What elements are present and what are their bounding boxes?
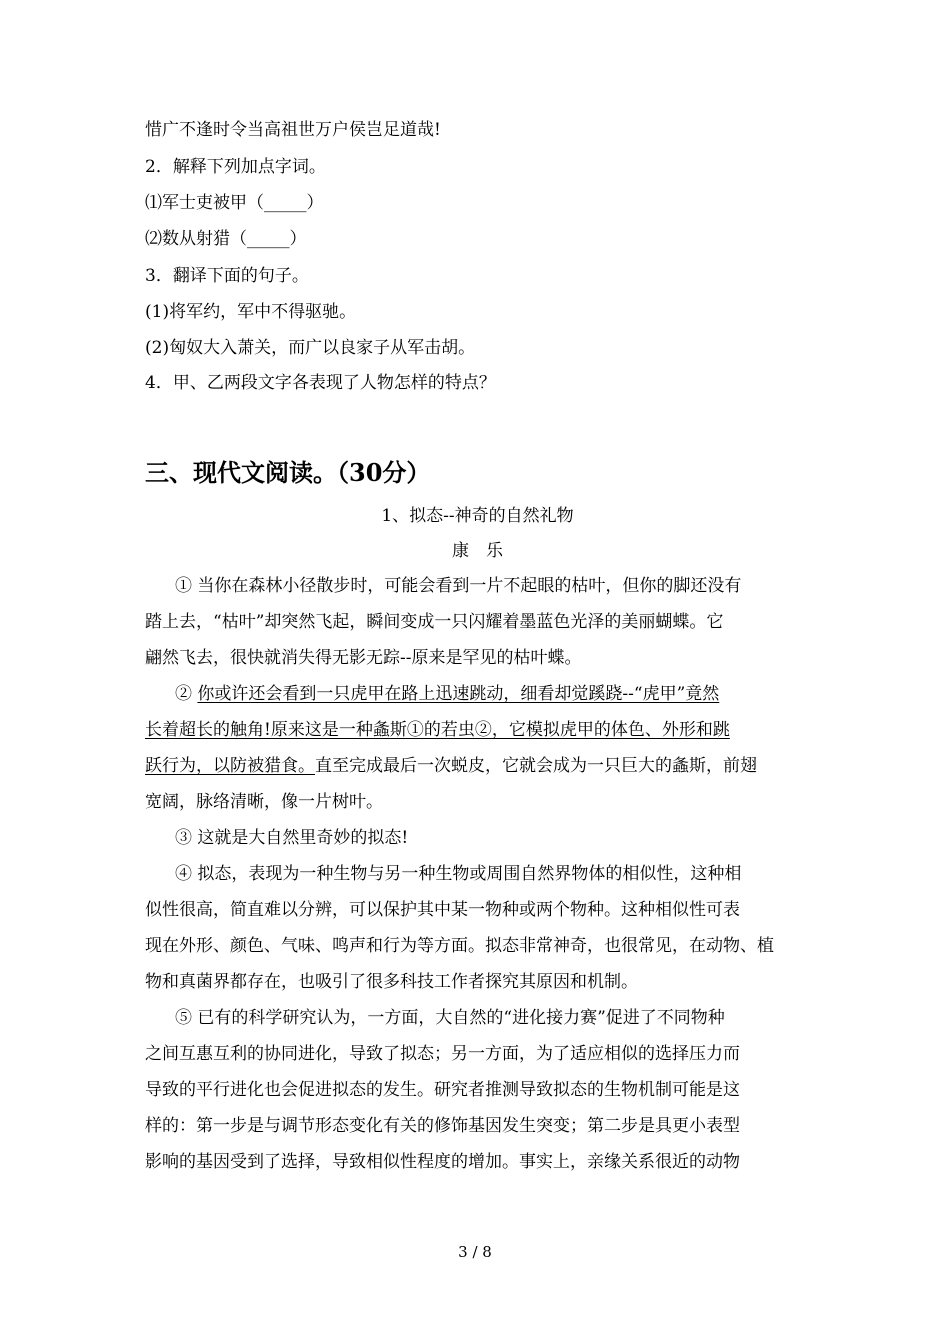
para2-line1: ② 你或许还会看到一只虎甲在路上迅速跳动，细看却觉蹊跷--“虎甲”竟然 (175, 684, 720, 704)
text-line: 惜广不逢时令当高祖世万户侯岂足道哉! (145, 120, 441, 140)
para4-line1: ④ 拟态，表现为一种生物与另一种生物或周围自然界物体的相似性，这种相 (175, 864, 742, 884)
para5-line2: 之间互惠互利的协同进化，导致了拟态；另一方面，为了适应相似的选择压力而 (145, 1044, 740, 1064)
question-3-1: (1)将军约，军中不得驱驰。 (145, 302, 357, 322)
para2-line3: 跃行为，以防被猎食。直至完成最后一次蜕皮，它就会成为一只巨大的螽斯，前翅 (145, 756, 757, 776)
page-number: 3 / 8 (458, 1243, 492, 1261)
question-3: 3．翻译下面的句子。 (145, 266, 309, 286)
para3-line1: ③ 这就是大自然里奇妙的拟态! (175, 828, 409, 848)
article-title: 1、拟态--神奇的自然礼物 (381, 506, 574, 526)
underlined-text: 你或许还会看到一只虎甲在路上迅速跳动，细看却觉蹊跷--“虎甲”竟然 (197, 684, 720, 704)
para4-line3: 现在外形、颜色、气味、鸣声和行为等方面。拟态非常神奇，也很常见，在动物、植 (145, 936, 774, 956)
para2-line2 (145, 720, 810, 740)
question-3-2: (2)匈奴大入萧关，而广以良家子从军击胡。 (145, 338, 476, 358)
para1-line2: 踏上去，“枯叶”却突然飞起，瞬间变成一只闪耀着墨蓝色光泽的美丽蝴蝶。它 (145, 612, 724, 632)
para2-line4: 宽阔，脉络清晰，像一片树叶。 (145, 792, 383, 812)
para5-line1: ⑤ 已有的科学研究认为，一方面，大自然的“进化接力赛”促进了不同物种 (175, 1008, 725, 1028)
para5-line5: 影响的基因受到了选择，导致相似性程度的增加。事实上，亲缘关系很近的动物 (145, 1152, 740, 1172)
question-2: 2．解释下列加点字词。 (145, 157, 326, 177)
section-heading: 三、现代文阅读。（30分） (145, 458, 431, 487)
article-author: 康 乐 (452, 541, 503, 561)
para1-line3: 翩然飞去，很快就消失得无影无踪--原来是罕见的枯叶蝶。 (145, 648, 582, 668)
emphasis-dot-char: 数 (162, 229, 179, 249)
underlined-text: 跃行为，以防被猎食。 (145, 756, 315, 776)
emphasis-dot-char: 被 (213, 193, 230, 213)
question-2-1: ⑴军士吏被甲（_____） (145, 193, 324, 213)
para4-line4: 物和真菌界都存在，也吸引了很多科技工作者探究其原因和机制。 (145, 972, 638, 992)
para5-line3: 导致的平行进化也会促进拟态的发生。研究者推测导致拟态的生物机制可能是这 (145, 1080, 740, 1100)
question-2-2: ⑵数从射猎（_____） (145, 229, 307, 249)
para1-line1: ① 当你在森林小径散步时，可能会看到一片不起眼的枯叶，但你的脚还没有 (175, 576, 742, 596)
question-4: 4．甲、乙两段文字各表现了人物怎样的特点？ (145, 373, 496, 393)
underlined-text: 长着超长的触角!原来这是一种螽斯①的若虫②，它模拟虎甲的体色、外形和跳 (145, 720, 730, 740)
para4-line2: 似性很高，简直难以分辨，可以保护其中某一物种或两个物种。这种相似性可表 (145, 900, 740, 920)
para5-line4: 样的：第一步是与调节形态变化有关的修饰基因发生突变；第二步是具更小表型 (145, 1116, 740, 1136)
